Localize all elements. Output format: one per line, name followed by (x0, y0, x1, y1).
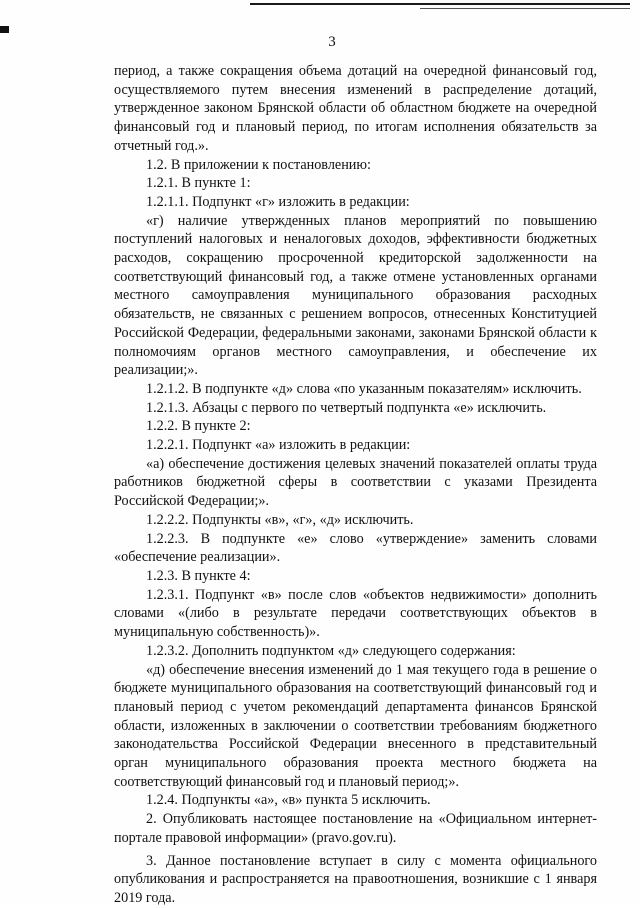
paragraph-item-1-2-1-2: 1.2.1.2. В подпункте «д» слова «по указанным показателям» исключить. (146, 380, 582, 397)
paragraph-item-1-2-2: 1.2.2. В пункте 2: (146, 418, 251, 435)
paragraph-item-1-2-2-3: 1.2.2.3. В подпункте «е» слово «утверждение» заменить словами «обеспечение реализации». (114, 530, 597, 566)
paragraph-continuation: период, а также сокращения объема дотаций на очередной финансовый год, осуществляемого путем внесения изменений в распределение дотаций, утвержденное законом Брянской области об областном бюджете на очередной финансовый год и плановый период, по итогам исполнения обязательств за отчетный год.». (114, 63, 597, 154)
paragraph-item-1-2-1-3: 1.2.1.3. Абзацы с первого по четвертый подпункта «е» исключить. (146, 399, 547, 416)
paragraph-item-3: 3. Данное постановление вступает в силу с момента официального опубликования и распространяется на правоотношения, возникшие с 1 января 2019 года. (114, 852, 597, 906)
paragraph-item-1-2-2-1: 1.2.2.1. Подпункт «а» изложить в редакции: (146, 437, 411, 454)
paragraph-item-2: 2. Опубликовать настоящее постановление на «Официальном интернет-портале правовой информации» (pravo.gov.ru). (114, 811, 597, 846)
paragraph-quote-a: «а) обеспечение достижения целевых значений показателей оплаты труда работников бюджетной сферы в соответствии с указами Президента Российской Федерации;». (114, 455, 597, 510)
paragraph-quote-g: «г) наличие утвержденных планов мероприятий по повышению поступлений налоговых и неналоговых доходов, эффективности бюджетных расходов, сокращению просроченной кредиторской задолженности на соответствующий финансовый год, а также отмене установленных органами местного самоуправления муниципального образования расходных обязательств, не связанных с решением вопросов, отнесенных Конституцией Российской Федерации, федеральными законами, законами Брянской области к полномочиям органов местного самоуправления, и обеспечение их реализации;». (114, 212, 597, 379)
document-body (114, 62, 597, 908)
paragraph-item-1-2-1: 1.2.1. В пункте 1: (146, 175, 251, 192)
paragraph-item-1-2-1-1: 1.2.1.1. Подпункт «г» изложить в редакции: (146, 193, 410, 210)
paragraph-item-1-2-4: 1.2.4. Подпункты «а», «в» пункта 5 исключить. (146, 792, 431, 809)
scan-artifact-line (250, 3, 630, 5)
paragraph-item-1-2-2-2: 1.2.2.2. Подпункты «в», «г», «д» исключить. (146, 511, 414, 528)
edge-mark (0, 26, 9, 33)
paragraph-quote-d: «д) обеспечение внесения изменений до 1 мая текущего года в решение о бюджете муниципального образования на соответствующий финансовый год и плановый период с учетом рекомендаций департамента финансов Брянской области, изложенных в заключении о соответствии требованиям бюджетного законодательства Российской Федерации внесенного в представительный орган муниципального образования проекта местного бюджета на соответствующий финансовый год и плановый период;». (114, 661, 597, 790)
page-number: 3 (328, 34, 336, 50)
paragraph-item-1-2-3-1: 1.2.3.1. Подпункт «в» после слов «объектов недвижимости» дополнить словами «(либо в результате передачи соответствующих объектов в муниципальную собственность)». (114, 586, 597, 641)
scan-artifact-line-thin (420, 8, 630, 9)
paragraph-item-1-2-3: 1.2.3. В пункте 4: (146, 567, 251, 584)
paragraph-item-1-2-3-2: 1.2.3.2. Дополнить подпунктом «д» следующего содержания: (146, 642, 516, 659)
paragraph-item-1-2: 1.2. В приложении к постановлению: (146, 156, 371, 173)
